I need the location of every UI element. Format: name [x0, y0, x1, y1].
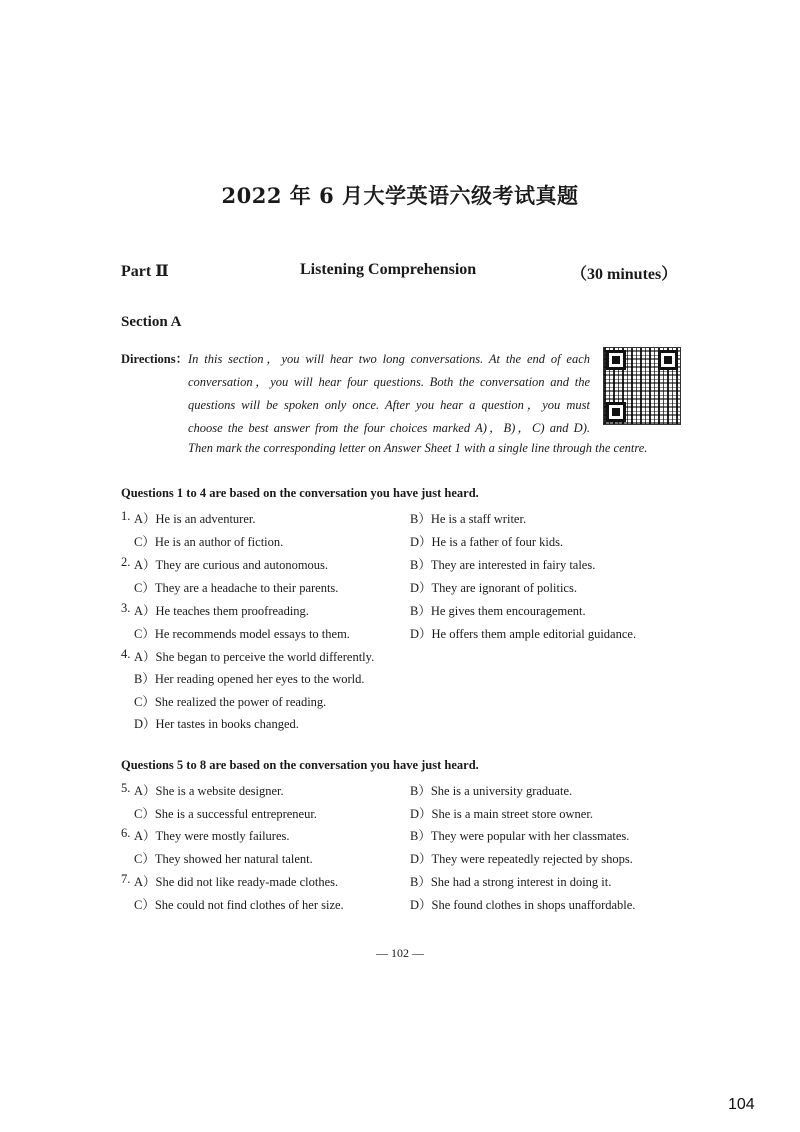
directions-line: questions will be spoken only once. After you hear a question，you must	[188, 398, 590, 412]
question-number: 7.	[121, 872, 131, 886]
answer-option[interactable]: A）He teaches them proofreading.	[134, 604, 309, 618]
answer-option[interactable]: C）He recommends model essays to them.	[134, 627, 350, 641]
answer-option[interactable]: C）She could not find clothes of her size.	[134, 898, 344, 912]
section-heading: Section A	[121, 314, 182, 330]
answer-option[interactable]: B）Her reading opened her eyes to the world.	[134, 672, 365, 686]
qr-code-icon[interactable]	[603, 347, 681, 425]
directions-line: In this section，you will hear two long conversations. At the end of each	[188, 352, 590, 366]
answer-option[interactable]: D）He offers them ample editorial guidance.	[410, 627, 637, 641]
answer-option[interactable]: A）She did not like ready-made clothes.	[134, 875, 339, 889]
answer-option[interactable]: C）She realized the power of reading.	[134, 695, 327, 709]
part-header	[121, 261, 681, 283]
directions-label: Directions：	[121, 352, 189, 366]
question-group-heading: Questions 5 to 8 are based on the conversation you have just heard.	[121, 758, 479, 772]
answer-option[interactable]: C）They are a headache to their parents.	[134, 581, 339, 595]
question-number: 6.	[121, 826, 131, 840]
page-number: — 102 —	[376, 946, 424, 960]
answer-option[interactable]: A）They are curious and autonomous.	[134, 558, 329, 572]
answer-option[interactable]: D）He is a father of four kids.	[410, 535, 564, 549]
question-number: 1.	[121, 509, 131, 523]
answer-option[interactable]: D）They are ignorant of politics.	[410, 581, 577, 595]
part-title: Listening Comprehension	[300, 261, 477, 278]
part-time: （30 minutes）	[571, 266, 678, 283]
answer-option[interactable]: A）They were mostly failures.	[134, 829, 290, 843]
answer-option[interactable]: B）He is a staff writer.	[410, 512, 527, 526]
question-number: 2.	[121, 555, 131, 569]
answer-option[interactable]: C）They showed her natural talent.	[134, 852, 313, 866]
answer-option[interactable]: B）They are interested in fairy tales.	[410, 558, 596, 572]
answer-option[interactable]: B）She is a university graduate.	[410, 784, 573, 798]
answer-option[interactable]: D）They were repeatedly rejected by shops.	[410, 852, 633, 866]
directions-line: conversation，you will hear four questions. Both the conversation and the	[188, 375, 590, 389]
answer-option[interactable]: A）He is an adventurer.	[134, 512, 256, 526]
answer-option[interactable]: D）She is a main street store owner.	[410, 807, 593, 821]
question-number: 3.	[121, 601, 131, 615]
answer-option[interactable]: D）She found clothes in shops unaffordable.	[410, 898, 636, 912]
answer-option[interactable]: A）She is a website designer.	[134, 784, 284, 798]
part-label: Part Ⅱ	[121, 263, 169, 280]
corner-page-number: 104	[728, 1096, 755, 1113]
answer-option[interactable]: D）Her tastes in books changed.	[134, 717, 299, 731]
question-number: 5.	[121, 781, 131, 795]
answer-option[interactable]: B）They were popular with her classmates.	[410, 829, 630, 843]
answer-option[interactable]: A）She began to perceive the world differently.	[134, 650, 375, 664]
directions-line: Then mark the corresponding letter on Answer Sheet 1 with a single line through the centre.	[188, 441, 648, 455]
answer-option[interactable]: C）She is a successful entrepreneur.	[134, 807, 317, 821]
directions-line: choose the best answer from the four choices marked A)，B)，C) and D).	[188, 421, 590, 435]
answer-option[interactable]: B）He gives them encouragement.	[410, 604, 586, 618]
answer-option[interactable]: C）He is an author of fiction.	[134, 535, 284, 549]
question-number: 4.	[121, 647, 131, 661]
page-title: 2022 年 6 月大学英语六级考试真题	[221, 183, 579, 208]
question-group-heading: Questions 1 to 4 are based on the conversation you have just heard.	[121, 486, 479, 500]
answer-option[interactable]: B）She had a strong interest in doing it.	[410, 875, 612, 889]
